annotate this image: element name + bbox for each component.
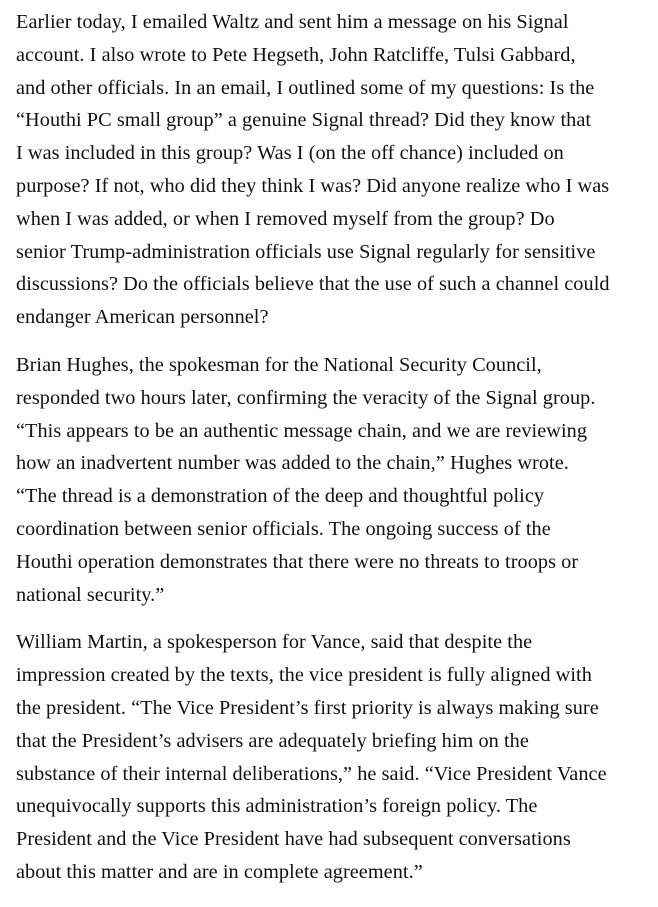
article-paragraph [16, 349, 648, 611]
text-line: Brian Hughes, the spokesman for the National Security Council, [16, 353, 542, 376]
text-line: purpose? If not, who did they think I was? Did anyone realize who I was [16, 174, 610, 197]
text-line: unequivocally supports this administration’s foreign policy. The [16, 795, 538, 818]
text-line: responded two hours later, confirming the veracity of the Signal group. [16, 386, 596, 409]
text-line: national security.” [16, 583, 165, 606]
text-line: William Martin, a spokesperson for Vance, said that despite the [16, 631, 533, 654]
text-line: when I was added, or when I removed myself from the group? Do [16, 207, 555, 230]
text-line: account. I also wrote to Pete Hegseth, John Ratcliffe, Tulsi Gabbard, [16, 43, 576, 66]
article-paragraph [16, 626, 648, 888]
text-line: that the President’s advisers are adequately briefing him on the [16, 729, 529, 752]
text-line: and other officials. In an email, I outlined some of my questions: Is the [16, 76, 595, 99]
text-line: impression created by the texts, the vice president is fully aligned with [16, 664, 592, 687]
text-line: how an inadvertent number was added to the chain,” Hughes wrote. [16, 452, 569, 475]
text-line: substance of their internal deliberations,” he said. “Vice President Vance [16, 762, 607, 785]
text-line: Houthi operation demonstrates that there were no threats to troops or [16, 550, 579, 573]
text-line: coordination between senior officials. The ongoing success of the [16, 517, 551, 540]
text-line: I was included in this group? Was I (on the off chance) included on [16, 142, 564, 165]
text-line: senior Trump-administration officials use Signal regularly for sensitive [16, 240, 596, 263]
text-line: “The thread is a demonstration of the deep and thoughtful policy [16, 485, 545, 508]
article-paragraph [16, 6, 648, 334]
text-line: Earlier today, I emailed Waltz and sent him a message on his Signal [16, 11, 569, 33]
text-line: endanger American personnel? [16, 306, 269, 329]
text-line: the president. “The Vice President’s first priority is always making sure [16, 696, 599, 719]
text-line: President and the Vice President have had subsequent conversations [16, 828, 571, 851]
text-line: about this matter and are in complete agreement.” [16, 860, 423, 883]
text-line: “Houthi PC small group” a genuine Signal thread? Did they know that [16, 109, 592, 132]
text-line: discussions? Do the officials believe that the use of such a channel could [16, 273, 610, 296]
text-line: “This appears to be an authentic message chain, and we are reviewing [16, 419, 588, 442]
